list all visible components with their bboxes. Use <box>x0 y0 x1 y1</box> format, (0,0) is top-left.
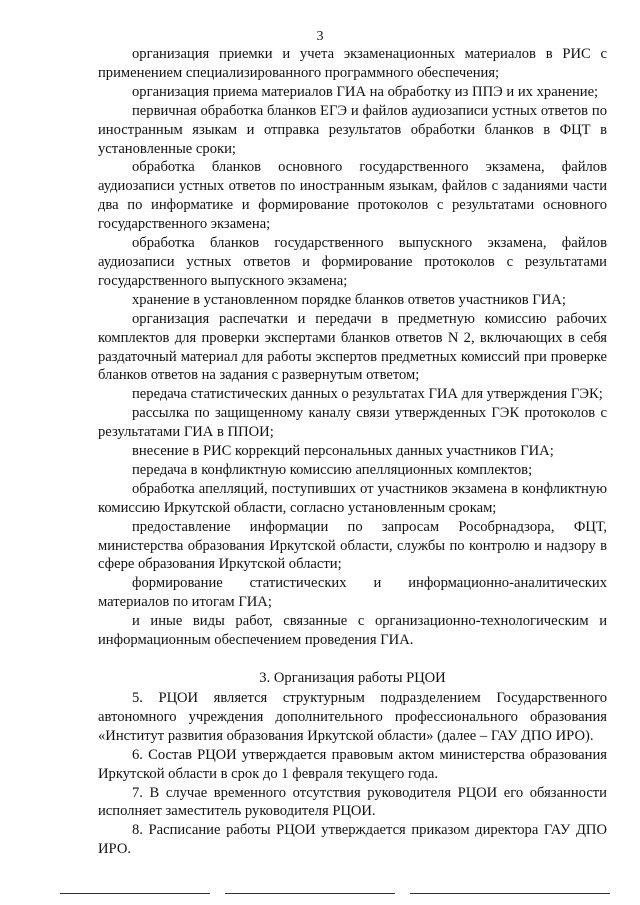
section-paragraph: 7. В случае временного отсутствия руководителя РЦОИ его обязанности исполняет заместитель руководителя РЦОИ. <box>98 784 607 820</box>
list-item: передача в конфликтную комиссию апелляционных комплектов; <box>132 461 533 478</box>
list-item: предоставление информации по запросам Рособрнадзора, ФЦТ, министерства образования Иркутской области, службы по контролю и надзору в сфере образования Иркутской области; <box>98 518 607 573</box>
list-item: первичная обработка бланков ЕГЭ и файлов аудиозаписи устных ответов по иностранным языкам и отправка результатов обработки бланков в ФЦТ в установленные сроки; <box>98 102 607 157</box>
list-item: передача статистических данных о результатах ГИА для утверждения ГЭК; <box>132 386 603 403</box>
footer-rule-center <box>225 893 395 894</box>
list-item: внесение в РИС коррекций персональных данных участников ГИА; <box>132 443 554 460</box>
section-paragraph: 5. РЦОИ является структурным подразделением Государственного автономного учреждения дополнительного профессионального образования «Институт развития образования Иркутской области» (далее – ГАУ ДПО ИРО). <box>98 690 607 744</box>
list-item: организация приема материалов ГИА на обработку из ППЭ и их хранение; <box>132 83 599 100</box>
list-item: и иные виды работ, связанные с организационно-технологическим и информационным обеспечением проведения ГИА. <box>98 613 607 649</box>
document-body <box>98 45 607 859</box>
list-item: обработка апелляций, поступивших от участников экзамена в конфликтную комиссию Иркутской области, согласно установленным срокам; <box>98 480 607 516</box>
list-item: обработка бланков государственного выпускного экзамена, файлов аудиозаписи устных ответов и формирование протоколов с результатами государственного выпускного экзамена; <box>98 235 607 289</box>
list-item: организация приемки и учета экзаменационных материалов в РИС с применением специализированного программного обеспечения; <box>98 46 607 81</box>
list-item: обработка бланков основного государственного экзамена, файлов аудиозаписи устных ответов по иностранным языкам, файлов с заданиями части два по информатике и формирование протоколов с результатами основного государственного экзамена; <box>98 159 607 233</box>
list-item: хранение в установленном порядке бланков ответов участников ГИА; <box>132 291 566 308</box>
page-number: 3 <box>316 29 324 44</box>
footer-rule-left <box>60 893 210 894</box>
section-paragraph: 6. Состав РЦОИ утверждается правовым актом министерства образования Иркутской области в срок до 1 февраля текущего года. <box>98 746 607 782</box>
footer-rule-right <box>410 893 610 894</box>
section-paragraph: 8. Расписание работы РЦОИ утверждается приказом директора ГАУ ДПО ИРО. <box>98 822 607 858</box>
list-item: организация распечатки и передачи в предметную комиссию рабочих комплектов для проверки экспертами бланков ответов N 2, включающих в себя раздаточный материал для работы экспертов предметных комиссий при проверке бланков ответов на задания с развернутым ответом; <box>98 310 607 384</box>
section-title: 3. Организация работы РЦОИ <box>259 670 446 686</box>
list-item: рассылка по защищенному каналу связи утвержденных ГЭК протоколов с результатами ГИА в ППОИ; <box>98 405 607 441</box>
list-item: формирование статистических и информационно-аналитических материалов по итогам ГИА; <box>98 575 607 611</box>
